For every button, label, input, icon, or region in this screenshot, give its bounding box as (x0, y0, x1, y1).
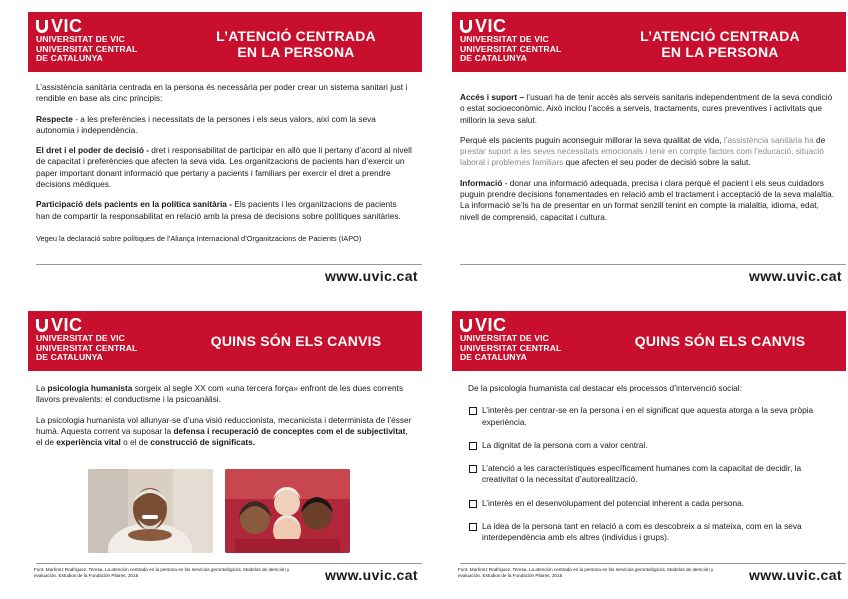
paragraph-text: La (36, 383, 48, 393)
logo-line: UNIVERSITAT CENTRAL (460, 342, 562, 353)
uvic-logo (460, 17, 561, 64)
list-item-text: La dignitat de la persona com a valor central. (482, 439, 648, 450)
list-item-text: L’interès per centrar-se en la persona i en el significat que aquesta atorga a la seva pròpia experiència. (482, 405, 814, 427)
list-item (468, 498, 836, 509)
bold-term: construcció de significats. (150, 437, 256, 448)
source-citation: Font: Martínez Rodríguez, Teresa. La atención centrada en la persona en los servicios gerontológicos. Modelos de atención y evaluación. Estudios de la Fundación Pilares, 2016 (458, 567, 714, 578)
slide-banner (28, 12, 422, 72)
logo-line: UNIVERSITAT DE VIC (460, 333, 549, 343)
website-url: www.uvic.cat (749, 268, 842, 284)
paragraph (36, 199, 412, 222)
checkbox-icon (469, 500, 477, 508)
title-line: L’ATENCIÓ CENTRADA (216, 28, 376, 44)
list-item (468, 405, 836, 428)
logo-line: UNIVERSITAT CENTRAL (460, 43, 562, 54)
slide-body (36, 82, 412, 253)
checkbox-icon (469, 523, 477, 531)
slide-body (468, 383, 836, 556)
paragraph-text: o el de (120, 437, 151, 448)
checkbox-icon (469, 465, 477, 473)
slide-title (178, 28, 414, 60)
bold-term: Informació (460, 177, 503, 188)
logo-line: DE CATALUNYA (460, 352, 527, 363)
slide-banner (452, 12, 846, 72)
paragraph-text: de (816, 134, 826, 145)
uvic-logo (36, 17, 137, 64)
highlight-text: l’assistència sanitària ha (723, 134, 817, 145)
bold-term: psicologia humanista (47, 383, 133, 393)
slide-banner (28, 311, 422, 371)
paragraph-text: dret i responsabilitat de participar en allò que li pertany d’acord al nivell de capacitat i preferències que afecten la seva vida. Les organitzacions de pacients han d’exercir un paper important donant informació que pertany a pacients i familiars per exercir el dret a prendre decisions mèdiques. (36, 145, 412, 190)
slide-title (602, 333, 838, 349)
bold-term: defensa i recuperació de conceptes com el de subjectivitat (173, 425, 406, 436)
logo-wordmark: VIC (51, 315, 83, 335)
logo-line: UNIVERSITAT DE VIC (36, 333, 125, 343)
paragraph-text: sorgeix al segle XX com «una tercera força» enfront de les dues corrents llavors prevalents: el conductisme i la psicoanàlisi. (36, 383, 404, 405)
website-url: www.uvic.cat (749, 567, 842, 583)
logo-line: UNIVERSITAT CENTRAL (36, 43, 138, 54)
logo-line: UNIVERSITAT DE VIC (460, 34, 549, 44)
u-logo-icon (36, 319, 48, 332)
paragraph (36, 415, 412, 449)
footer-divider (36, 264, 422, 265)
bold-term: Respecte (36, 113, 73, 124)
highlight-text: prestar suport a les seves necessitats emocionals i tenir en compte factors com l’educació, situació laboral i problemes familiars (460, 146, 824, 168)
slide-body (36, 383, 412, 457)
u-logo-icon (460, 20, 472, 33)
bold-term: experiència vital (56, 437, 121, 448)
slide-title (178, 333, 414, 349)
checkbox-icon (469, 407, 477, 415)
list-item-text: L’interès en el desenvolupament del potencial inherent a cada persona. (482, 497, 744, 508)
logo-wordmark: VIC (51, 16, 83, 36)
title-line: L’ATENCIÓ CENTRADA (640, 28, 800, 44)
logo-line: UNIVERSITAT CENTRAL (36, 342, 138, 353)
intro-paragraph: L’assistència sanitària centrada en la persona és necessària per poder crear un sistema sanitari just i rendible en base als cinc principis: (36, 82, 408, 104)
paragraph (36, 145, 412, 190)
intervention-list (468, 405, 836, 543)
slide-3 (28, 311, 422, 593)
logo-line: DE CATALUNYA (460, 53, 527, 64)
slide-2 (452, 12, 846, 294)
uvic-logo (36, 316, 137, 363)
paragraph-text: - a les preferències i necessitats de la persones i els seus valors, així com la seva autonomia i independència. (36, 113, 376, 135)
list-item (468, 463, 836, 486)
title-line: QUINS SÓN ELS CANVIS (210, 333, 382, 349)
slide-body (460, 92, 836, 232)
paragraph (36, 114, 412, 137)
bold-term: El dret i el poder de decisió - (36, 145, 149, 156)
website-url: www.uvic.cat (325, 567, 418, 583)
source-citation: Font: Martínez Rodríguez, Teresa. La atención centrada en la persona en los servicios gerontológicos. Modelos de atención y evaluación. Estudios de la Fundación Pilares, 2016 (34, 567, 290, 578)
slide-title (602, 28, 838, 60)
paragraph-text: que afecten el seu poder de decisió sobre la salut. (563, 157, 751, 168)
paragraph (460, 92, 836, 126)
slide-1 (28, 12, 422, 294)
logo-line: UNIVERSITAT DE VIC (36, 34, 125, 44)
list-item (468, 521, 836, 544)
paragraph (36, 383, 412, 406)
website-url: www.uvic.cat (325, 268, 418, 284)
slide-4 (452, 311, 846, 593)
logo-wordmark: VIC (475, 315, 507, 335)
footer-divider (460, 264, 846, 265)
list-item (468, 440, 836, 451)
footer-divider (36, 563, 422, 564)
logo-wordmark: VIC (475, 16, 507, 36)
paragraph (460, 135, 836, 169)
footer-divider (460, 563, 846, 564)
title-line: EN LA PERSONA (661, 44, 779, 60)
list-item-text: La idea de la persona tant en relació a com es descobreix a si mateixa, com en la seva interdependència amb els altres (individus i grups). (482, 521, 802, 543)
paragraph-text: , el de (36, 425, 408, 448)
paragraph-text: Els pacients i les organitzacions de pacients han de compartir la responsabilitat en relació amb la presa de decisions sobre polítiques sanitàries. (36, 199, 401, 221)
bold-term: Accés i suport – (460, 92, 525, 102)
logo-line: DE CATALUNYA (36, 352, 103, 363)
logo-line: DE CATALUNYA (36, 53, 103, 64)
group-women-photo (225, 469, 350, 553)
intro-paragraph: De la psicologia humanista cal destacar els processos d’intervenció social: (468, 383, 742, 393)
uvic-logo (460, 316, 561, 363)
paragraph-text: La psicologia humanista vol allunyar-se d’una visió reduccionista, mecanicista i determinista de l’ésser humà. Aquesta corrent va suposar la (36, 414, 412, 436)
iapo-note: Vegeu la declaració sobre polítiques de l’Aliança Internacional d’Organitzacions de Pacients (IAPO) (36, 233, 362, 243)
paragraph-text: Perquè els pacients puguin aconseguir millorar la seva qualitat de vida, (460, 134, 724, 145)
paragraph-text: l’usuari ha de tenir accés als serveis sanitaris independentment de la seva condició o estat socioeconòmic. Això inclou l’accés a serveis, tractaments, cures preventives i activitats que millorin la seva salut. (460, 92, 833, 125)
checkbox-icon (469, 442, 477, 450)
slide-banner (452, 311, 846, 371)
u-logo-icon (460, 319, 472, 332)
title-line: QUINS SÓN ELS CANVIS (634, 333, 806, 349)
paragraph (460, 178, 836, 223)
title-line: EN LA PERSONA (237, 44, 355, 60)
elderly-man-photo (88, 469, 213, 553)
bold-term: Participació dels pacients en la política sanitària - (36, 199, 232, 210)
list-item-text: L’atenció a les característiques específicament humanes com la capacitat de decidir, la creativitat o la necessitat d’autorealització. (482, 463, 802, 485)
paragraph-text: - donar una informació adequada, precisa i clara perquè el pacient i els seus cuidadors puguin prendre decisions fonamentades en relació amb el tractament i acceptació de la seva malaltia. La informació se’ls ha de presentar en un format senzill tenint en compte la malaltia, idioma, edat, nivell de comprensió, capacitat i cultura. (460, 177, 835, 222)
u-logo-icon (36, 20, 48, 33)
